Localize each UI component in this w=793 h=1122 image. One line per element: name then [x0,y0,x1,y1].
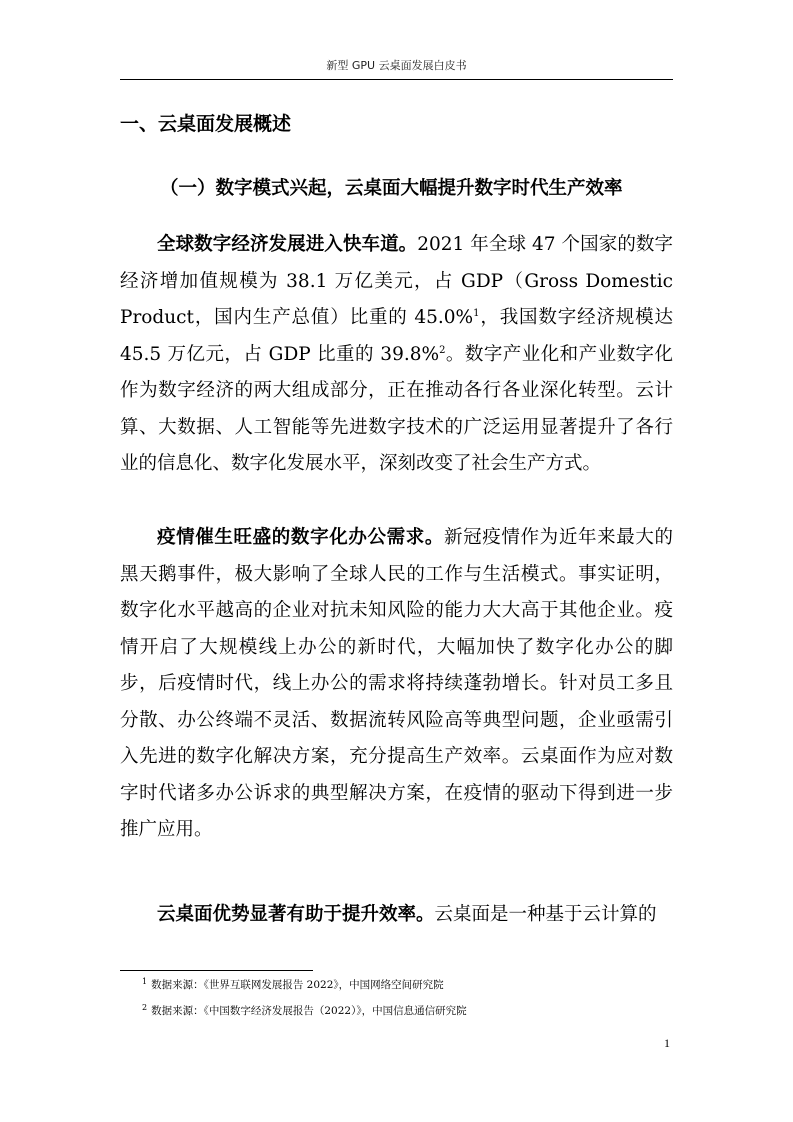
paragraph-text: 2021 年全球 47 个国家的数字经济增加值规模为 38.1 万亿美元，占 GDP（Gross Domestic Product，国内生产总值）比重的 45.0% [120,234,673,328]
paragraph-text: ，我国数字经济规模达 45.5 万亿元，占 GDP 比重的 39.8% [120,307,673,365]
footnote-text: 数据来源：《中国数字经济发展报告（2022）》，中国信息通信研究院 [151,1005,467,1017]
paragraph-text: 新冠疫情作为近年来最大的黑天鹅事件，极大影响了全球人民的工作与生活模式。事实证明，数字化水平越高的企业对抗未知风险的能力大大高于其他企业。疫情开启了大规模线上办公的新时代，大幅加快了数字化办公的脚步，后疫情时代，线上办公的需求将持续蓬勃增长。针对员工多且分散、办公终端不灵活、数据流转风险高等典型问题，企业亟需引入先进的数字化解决方案，充分提高生产效率。云桌面作为应对数字时代诸多办公诉求的典型解决方案，在疫情的驱动下得到进一步推广应用。 [120,527,673,840]
section-title: 一、云桌面发展概述 [120,113,292,135]
footnote-text: 数据来源：《世界互联网发展报告 2022》，中国网络空间研究院 [151,979,444,991]
footnote-ref-2[interactable]: 2 [439,344,446,356]
footnote-ref-1[interactable]: 1 [473,307,480,319]
page-number: 1 [664,1036,670,1050]
footnote-mark: 2 [142,1002,148,1012]
paragraph-text: 。数字产业化和产业数字化作为数字经济的两大组成部分，正在推动各行各业深化转型。云计算、大数据、人工智能等先进数字技术的广泛运用显著提升了各行业的信息化、数字化发展水平，深刻改变了社会生产方式。 [120,343,673,474]
footnote-mark: 1 [142,976,148,986]
footnote-1 [142,977,444,993]
paragraph-text: 云桌面是一种基于云计算的 [434,904,657,925]
paragraph-digital-economy [120,227,673,483]
footnote-divider [120,970,313,971]
paragraph-lead: 疫情催生旺盛的数字化办公需求。 [157,527,445,548]
paragraph-pandemic [120,520,673,849]
running-header: 新型 GPU 云桌面发展白皮书 [326,59,467,72]
subsection-title: （一）数字模式兴起，云桌面大幅提升数字时代生产效率 [160,178,623,199]
paragraph-lead: 全球数字经济发展进入快车道。 [157,234,418,255]
footnote-2 [142,1003,467,1019]
header-divider [120,79,673,80]
paragraph-lead: 云桌面优势显著有助于提升效率。 [157,904,435,925]
paragraph-cloud-desktop [120,897,673,934]
